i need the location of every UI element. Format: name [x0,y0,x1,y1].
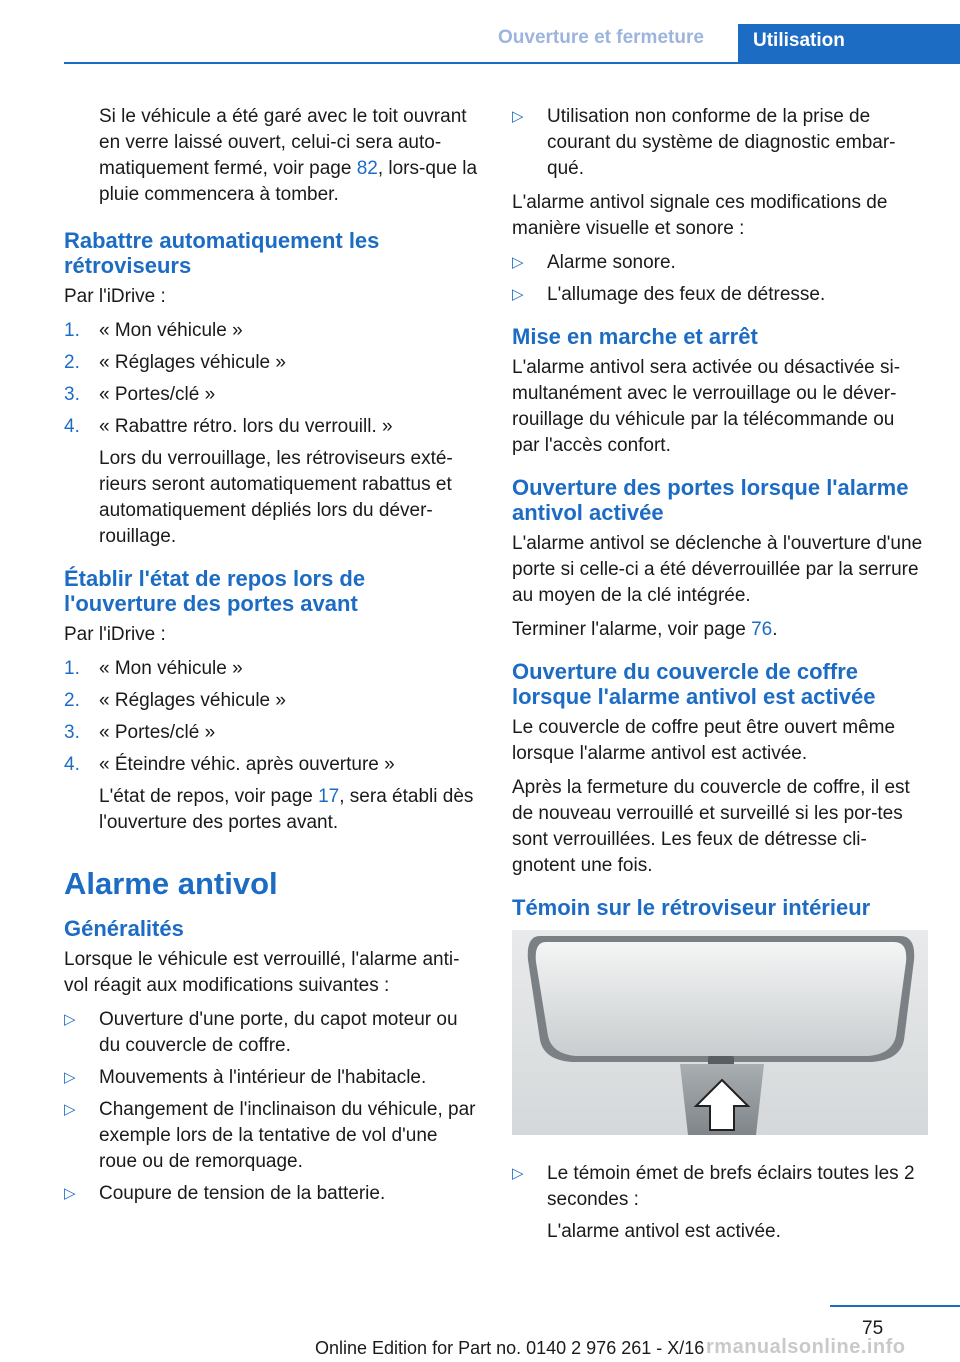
step-note [99,784,478,836]
end-alarm-label: Terminer l'alarme, voir page [512,619,746,640]
via-idrive-text: Par l'iDrive : [64,624,166,645]
step-note: Lors du verrouillage, les rétroviseurs exté-rieurs seront automatiquement rabattus et automatiquement dépliés lors du déver-rouillage. [99,448,453,547]
list-item [512,104,926,182]
step-number: 4. [64,416,80,437]
header-rule [64,62,960,64]
left-column [64,104,478,1215]
step-text: « Réglages véhicule » [99,690,286,711]
bullet-text: Mouvements à l'intérieur de l'habitacle. [99,1067,427,1088]
triangle-bullet-icon: ▷ [64,1011,76,1028]
note-text: L'état de repos, voir page [99,786,313,807]
bullet-text: Changement de l'inclinaison du véhicule, par exemple lors de la tentative de vol d'une roue ou de remorquage. [99,1099,476,1172]
section-title-rest-state: Établir l'état de repos lors de l'ouverture des portes avant [64,566,366,616]
rearview-mirror-figure [512,930,928,1135]
bullet-note: L'alarme antivol est activée. [547,1221,781,1242]
general-text: Lorsque le véhicule est verrouillé, l'alarme anti-vol réagit aux modifications suivantes : [64,949,460,996]
list-item [64,752,478,836]
right-column [512,104,926,1253]
via-idrive-text: Par l'iDrive : [64,286,166,307]
watermark: rmanualsonline.info [706,1336,906,1358]
page-link-17[interactable]: 17 [318,786,340,807]
signal-text: L'alarme antivol signale ces modifications de manière visuelle et sonore : [512,192,888,239]
list-item [64,414,478,550]
section-title-indicator: Témoin sur le rétroviseur intérieur [512,895,871,920]
list-item [64,1181,478,1207]
doors-open-text: L'alarme antivol se déclenche à l'ouverture d'une porte si celle-ci a été déverrouillée par la serrure au moyen de la clé intégrée. [512,533,923,606]
page-link-82[interactable]: 82 [356,158,378,179]
note-tail: , sera établi dès l'ouverture des portes avant. [99,786,474,833]
step-number: 1. [64,658,80,679]
section-title-doors-open: Ouverture des portes lorsque l'alarme antivol activée [512,475,909,525]
list-item [64,382,478,408]
bullet-list-triggers [64,1007,478,1207]
triangle-bullet-icon: ▷ [64,1185,76,1202]
step-number: 2. [64,352,80,373]
step-text: « Réglages véhicule » [99,352,286,373]
list-item [64,688,478,714]
bullet-text: Alarme sonore. [547,252,676,273]
tailgate-text-1: Le couvercle de coffre peut être ouvert même lorsque l'alarme antivol est activée. [512,717,896,764]
page-link-76[interactable]: 76 [751,619,773,640]
end-alarm-tail: . [772,619,778,640]
bullet-text: Le témoin émet de brefs éclairs toutes les 2 secondes : [547,1163,915,1210]
list-item [64,1097,478,1175]
bullet-list-indicator [512,1161,926,1245]
triangle-bullet-icon: ▷ [64,1101,76,1118]
list-item [64,318,478,344]
header-chapter-tab [738,24,960,63]
bullet-list-continued [512,104,926,182]
intro-paragraph [64,104,478,208]
list-item [512,282,926,308]
step-number: 3. [64,384,80,405]
triangle-bullet-icon: ▷ [512,254,524,271]
step-text: « Rabattre rétro. lors du verrouill. » [99,416,393,437]
on-off-text: L'alarme antivol sera activée ou désactivée si-multanément avec le verrouillage ou le déver-rouillage du véhicule par la télécommande ou par l'accès confort. [512,357,901,456]
list-item [64,350,478,376]
end-alarm-text [512,617,926,643]
section-title-tailgate: Ouverture du couvercle de coffre lorsque l'alarme antivol est activée [512,659,876,709]
page-number: 75 [862,1318,884,1339]
section-title-general: Généralités [64,916,184,941]
list-item [64,656,478,682]
list-item [64,1007,478,1059]
step-text: « Mon véhicule » [99,320,243,341]
step-text: « Mon véhicule » [99,658,243,679]
bullet-list-signals [512,250,926,308]
bullet-text: Coupure de tension de la batterie. [99,1183,386,1204]
list-item [64,720,478,746]
rearview-mirror-illustration [512,930,928,1135]
step-number: 3. [64,722,80,743]
header-tab-label: Utilisation [753,30,845,51]
steps-list-rest-state [64,656,478,836]
steps-list-fold-mirrors [64,318,478,550]
triangle-bullet-icon: ▷ [512,108,524,125]
footer-edition: Online Edition for Part no. 0140 2 976 261 - X/16 [315,1338,705,1358]
step-number: 2. [64,690,80,711]
section-title-fold-mirrors: Rabattre automatiquement les rétroviseurs [64,228,380,278]
triangle-bullet-icon: ▷ [512,1165,524,1182]
list-item [512,250,926,276]
list-item [64,1065,478,1091]
intro-text: Si le véhicule a été garé avec le toit ouvrant en verre laissé ouvert, celui-ci sera auto-matiquement fermé, voir page [99,106,467,179]
triangle-bullet-icon: ▷ [64,1069,76,1086]
step-number: 4. [64,754,80,775]
bullet-text: L'allumage des feux de détresse. [547,284,826,305]
step-number: 1. [64,320,80,341]
bullet-text: Ouverture d'une porte, du capot moteur ou du couvercle de coffre. [99,1009,458,1056]
step-text: « Portes/clé » [99,384,216,405]
step-text: « Éteindre véhic. après ouverture » [99,754,395,775]
section-title-on-off: Mise en marche et arrêt [512,324,758,349]
triangle-bullet-icon: ▷ [512,286,524,303]
intro-tail: , lors-que la pluie commencera à tomber. [99,158,478,205]
page-header [0,0,960,64]
bullet-text: Utilisation non conforme de la prise de courant du système de diagnostic embar-qué. [547,106,896,179]
list-item [512,1161,926,1245]
header-section-title: Ouverture et fermeture [498,27,704,48]
tailgate-text-2: Après la fermeture du couvercle de coffre, il est de nouveau verrouillé et surveillé si les por-tes sont verrouillées. Les feux de détresse cli-gnotent une fois. [512,777,910,876]
chapter-title-alarm: Alarme antivol [64,866,278,901]
footer-rule [830,1305,960,1307]
step-text: « Portes/clé » [99,722,216,743]
